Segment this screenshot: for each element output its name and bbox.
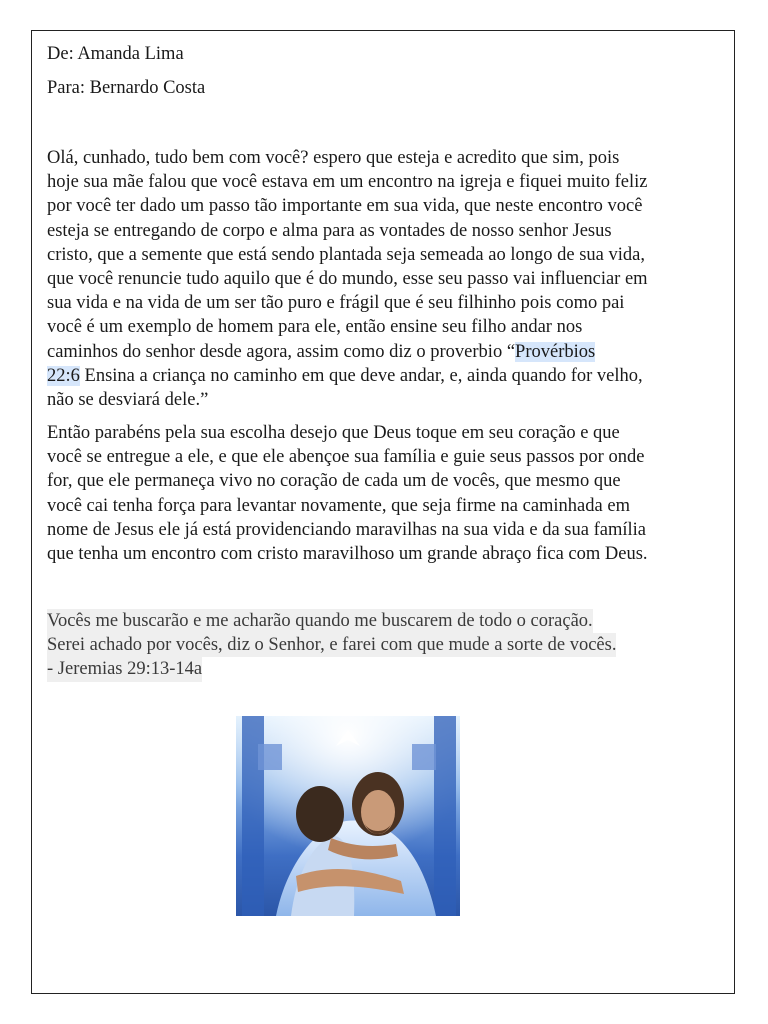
paragraph-line: nome de Jesus ele já está providenciando maravilhas na sua vida e da sua família xyxy=(47,519,646,540)
paragraph-line: você cai tenha força para levantar novamente, que seja firme na caminhada em xyxy=(47,495,630,516)
paragraph-line: por você ter dado um passo tão importante em sua vida, que neste encontro você xyxy=(47,196,643,217)
verse-line: Serei achado por vocês, diz o Senhor, e farei com que mude a sorte de vocês. xyxy=(47,633,616,657)
paragraph-line xyxy=(47,340,723,364)
verse-line: Vocês me buscarão e me acharão quando me buscarem de todo o coração. xyxy=(47,609,593,633)
recipient-line: Para: Bernardo Costa xyxy=(47,78,206,98)
document-page xyxy=(31,30,735,994)
letter-paragraph-2 xyxy=(47,421,723,566)
letter-paragraph-1 xyxy=(47,146,723,412)
paragraph-text: caminhos do senhor desde agora, assim como diz o proverbio “ xyxy=(47,341,516,362)
paragraph-line: esteja se entregando de corpo e alma para as vontades de nosso senhor Jesus xyxy=(47,220,612,241)
paragraph-line: Então parabéns pela sua escolha desejo que Deus toque em seu coração e que xyxy=(47,423,620,443)
paragraph-line: sua vida e na vida de um ser tão puro e frágil que é seu filhinho pois como pai xyxy=(47,293,625,314)
sender-line: De: Amanda Lima xyxy=(47,44,184,64)
paragraph-text: Ensina a criança no caminho em que deve andar, e, ainda quando for velho, xyxy=(79,365,643,386)
bible-reference-link[interactable]: Provérbios xyxy=(515,341,596,362)
paragraph-line: não se desviará dele.” xyxy=(47,390,209,411)
bible-reference-link[interactable]: 22:6 xyxy=(47,365,80,386)
paragraph-line: hoje sua mãe falou que você estava em um encontro na igreja e fiquei muito feliz xyxy=(47,172,648,193)
paragraph-line: você se entregue a ele, e que ele abençoe sua família e guie seus passos por onde xyxy=(47,447,645,468)
embrace-illustration xyxy=(236,716,460,916)
paragraph-line: que tenha um encontro com cristo maravilhoso um grande abraço fica com Deus. xyxy=(47,544,648,565)
paragraph-line: que você renuncie tudo aquilo que é do mundo, esse seu passo vai influenciar em xyxy=(47,269,648,290)
verse-citation: - Jeremias 29:13-14a xyxy=(47,657,202,681)
paragraph-line: Olá, cunhado, tudo bem com você? espero que esteja e acredito que sim, pois xyxy=(47,148,620,168)
paragraph-line: você é um exemplo de homem para ele, então ensine seu filho andar nos xyxy=(47,317,583,338)
bible-verse-quote xyxy=(47,609,616,682)
paragraph-line: cristo, que a semente que está sendo plantada seja semeada ao longo de sua vida, xyxy=(47,244,645,265)
paragraph-line xyxy=(47,364,723,388)
embrace-illustration-art xyxy=(236,716,460,916)
paragraph-line: for, que ele permaneça vivo no coração de cada um de vocês, que mesmo que xyxy=(47,471,621,492)
